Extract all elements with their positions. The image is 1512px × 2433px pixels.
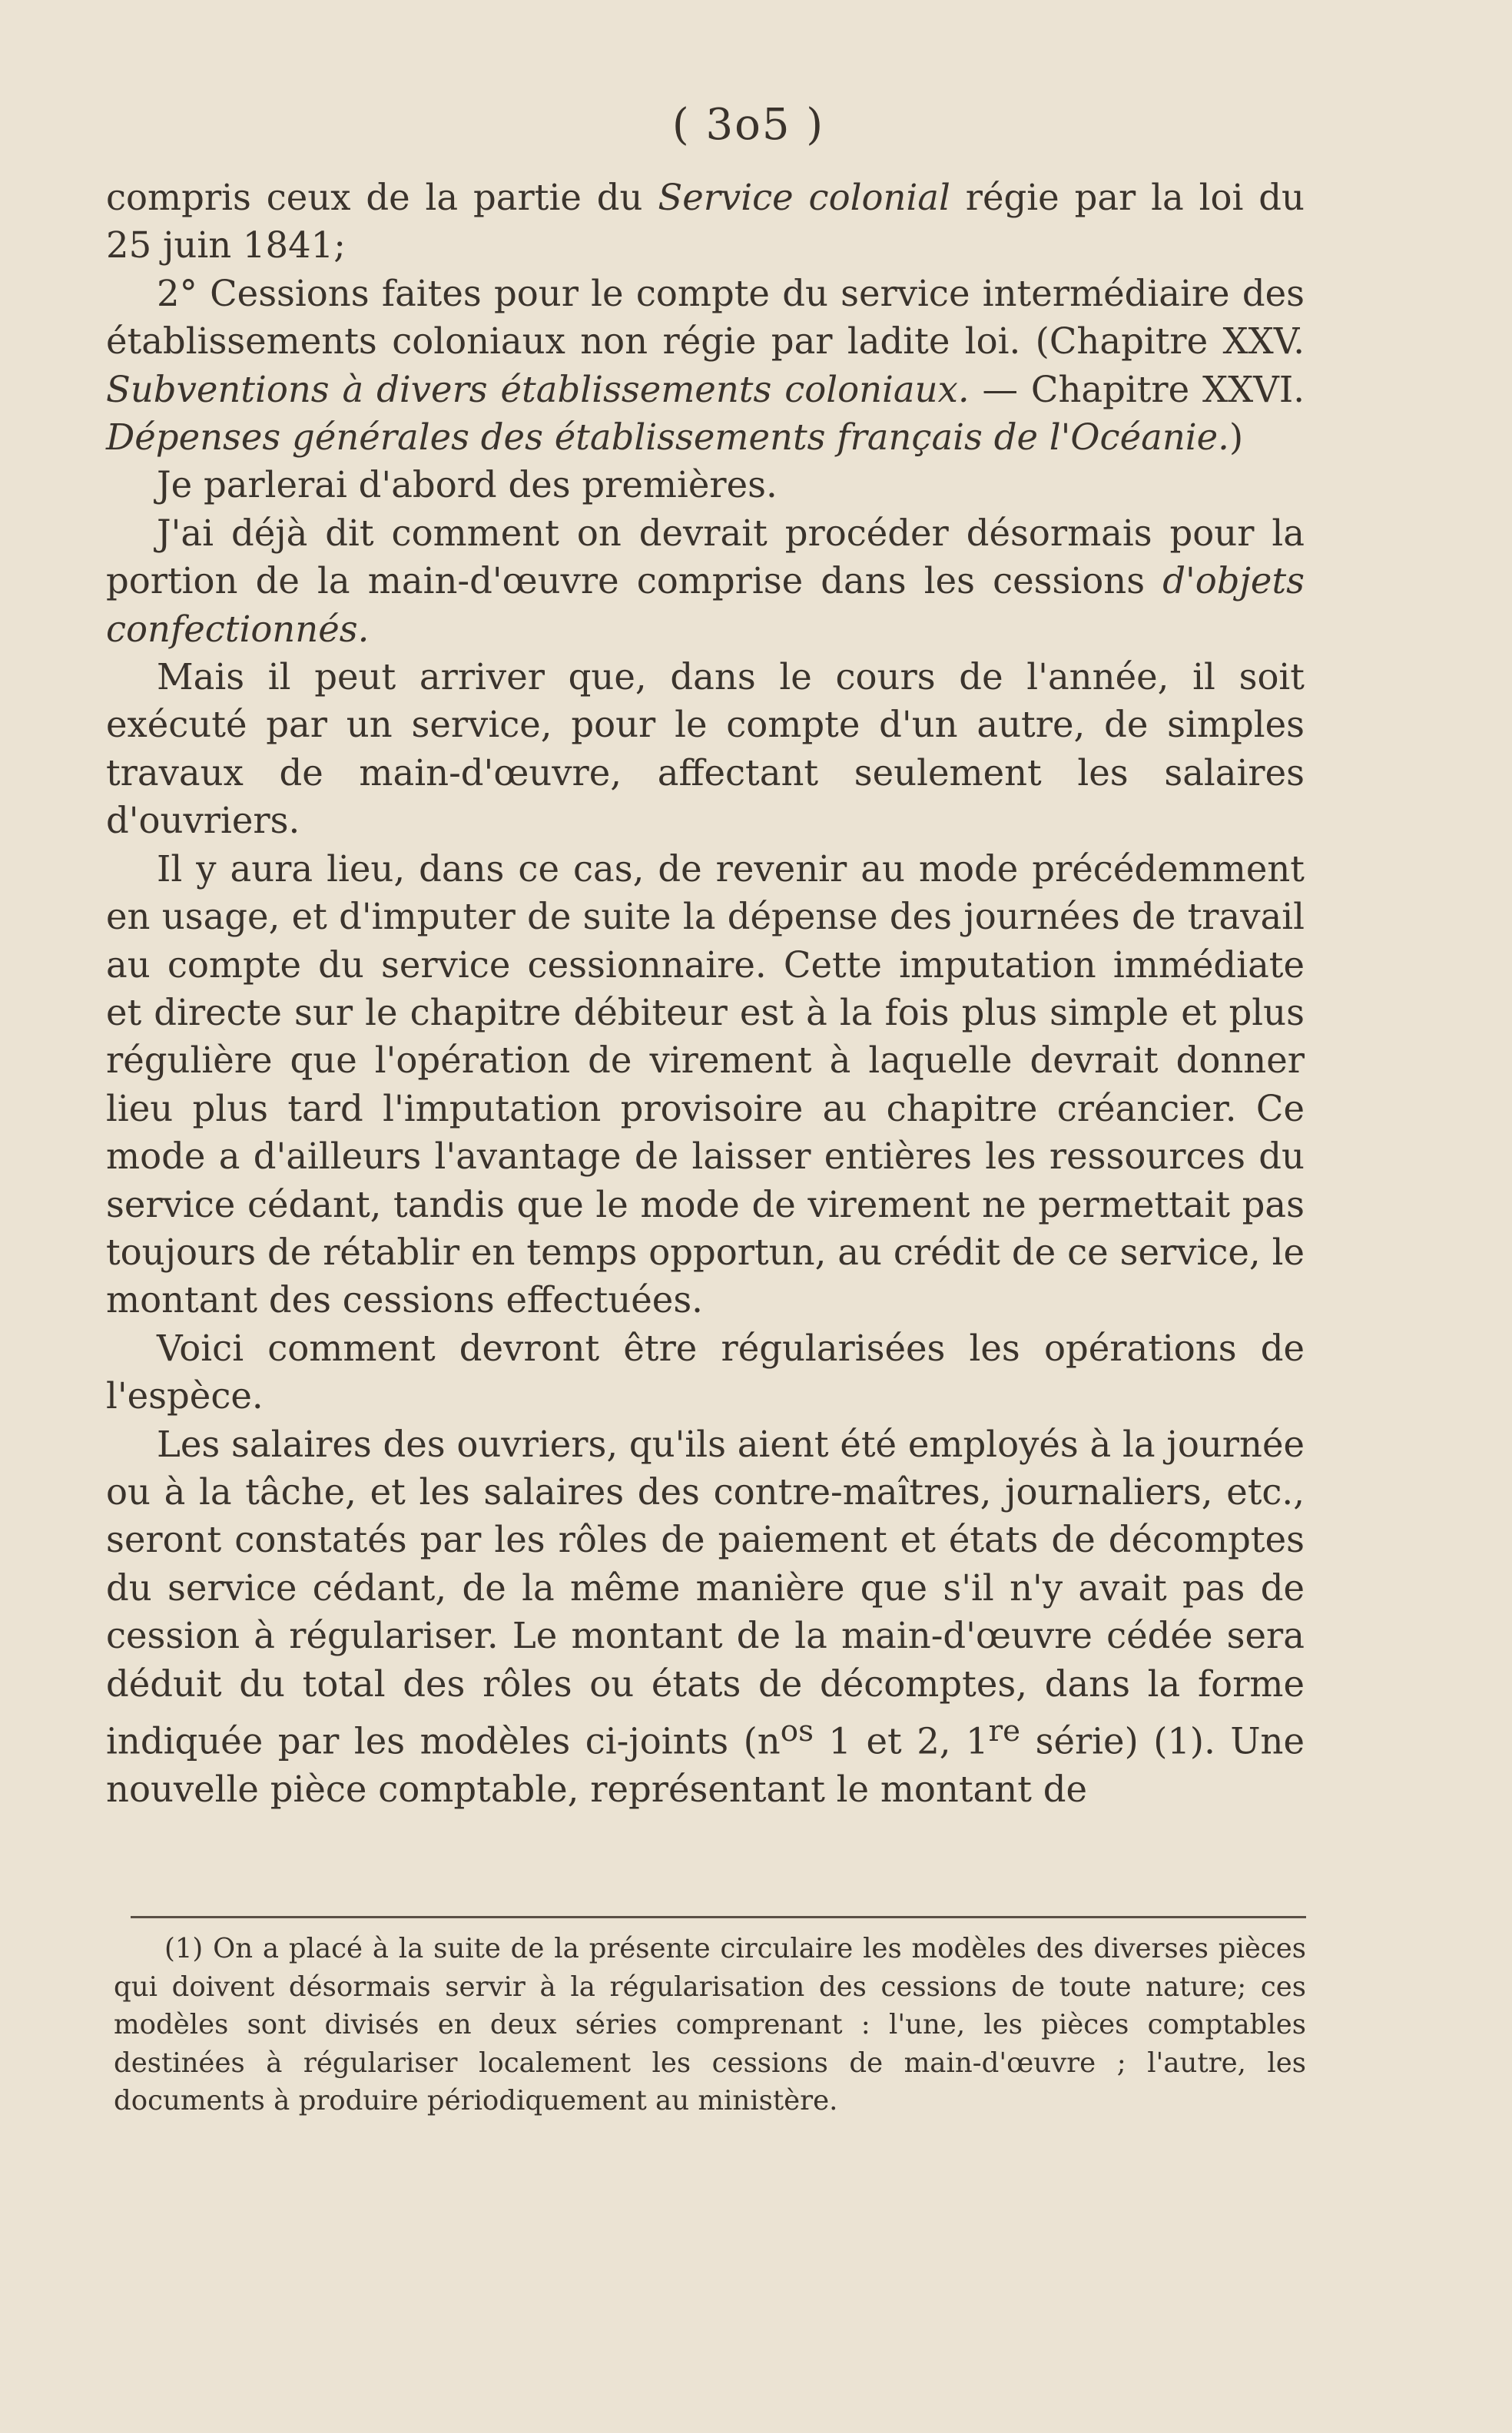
italic-text-run: Subventions à divers établissements coloniaux.	[106, 368, 970, 410]
paragraph-6: Il y aura lieu, dans ce cas, de revenir au mode précédemment en usage, et d'imputer de suite la dépense des journées de travail au compte du service cessionnaire. Cette imputation immédiate et directe sur le chapitre débiteur est à la fois plus simple et plus régulière que l'opération de virement à laquelle devrait donner lieu plus tard l'imputation provisoire au chapitre créancier. Ce mode a d'ailleurs l'avantage de laisser entières les ressources du service cédant, tandis que le mode de virement ne permettait pas toujours de rétablir en temps opportun, au crédit de ce service, le montant des cessions effectuées.	[106, 847, 1305, 1321]
body-text	[106, 174, 1305, 1813]
superscript: re	[988, 1714, 1021, 1749]
text-run: Les salaires des ouvriers, qu'ils aient été employés à la journée ou à la tâche, et les salaires des contre-maîtres, journaliers, etc., seront constatés par les rôles de paiement et états de décomptes du service cédant, de la même manière que s'il n'y avait pas de cession à régulariser. Le montant de la main-d'œuvre cédée sera déduit du total des rôles ou états de décomptes, dans la forme indiquée par les modèles ci-joints (n	[106, 1423, 1305, 1762]
italic-text-run: d'objets confectionnés.	[106, 560, 1305, 650]
paragraph-2	[106, 270, 1305, 462]
footnote-text: (1) On a placé à la suite de la présente circulaire les modèles des diverses pièces qui doivent désormais servir à la régularisation des cessions de toute nature; ces modèles sont divisés en deux séries comprenant : l'une, les pièces comptables destinées à régulariser localement les cessions de main-d'œuvre ; l'autre, les documents à produire périodiquement au ministère.	[114, 1933, 1306, 2116]
text-run: J'ai déjà dit comment on devrait procéder désormais pour la portion de la main-d'œuvre comprise dans les cessions	[106, 512, 1305, 602]
text-run: — Chapitre XXVI.	[969, 368, 1305, 410]
text-run: compris ceux de la partie du	[106, 177, 658, 218]
footnote-divider	[131, 1916, 1306, 1918]
text-run: )	[1228, 416, 1244, 459]
text-run: série) (1). Une nouvelle pièce comptable, représentant le montant de	[106, 1720, 1305, 1810]
text-run: 1 et 2, 1	[813, 1720, 989, 1762]
superscript: os	[780, 1714, 814, 1749]
italic-text-run: Service colonial	[658, 177, 950, 218]
text-run: 2° Cessions faites pour le compte du service intermédiaire des établissements coloniaux non régie par ladite loi. (Chapitre XXV.	[106, 272, 1305, 363]
footnote	[114, 1930, 1306, 2120]
paragraph-5: Mais il peut arriver que, dans le cours de l'année, il soit exécuté par un service, pour le compte d'un autre, de simples travaux de main-d'œuvre, affectant seulement les salaires d'ouvriers.	[106, 656, 1305, 842]
italic-text-run: Dépenses générales des établissements français de l'Océanie.	[106, 416, 1229, 459]
paragraph-7: Voici comment devront être régularisées les opérations de l'espèce.	[106, 1327, 1305, 1417]
page-number: ( 3o5 )	[671, 100, 825, 150]
text-run: régie par la loi du 25 juin 1841;	[106, 177, 1305, 267]
paragraph-1	[106, 174, 1305, 270]
paragraph-4	[106, 509, 1305, 653]
paragraph-3: Je parlerai d'abord des premières.	[157, 464, 778, 506]
paragraph-8	[106, 1420, 1305, 1814]
